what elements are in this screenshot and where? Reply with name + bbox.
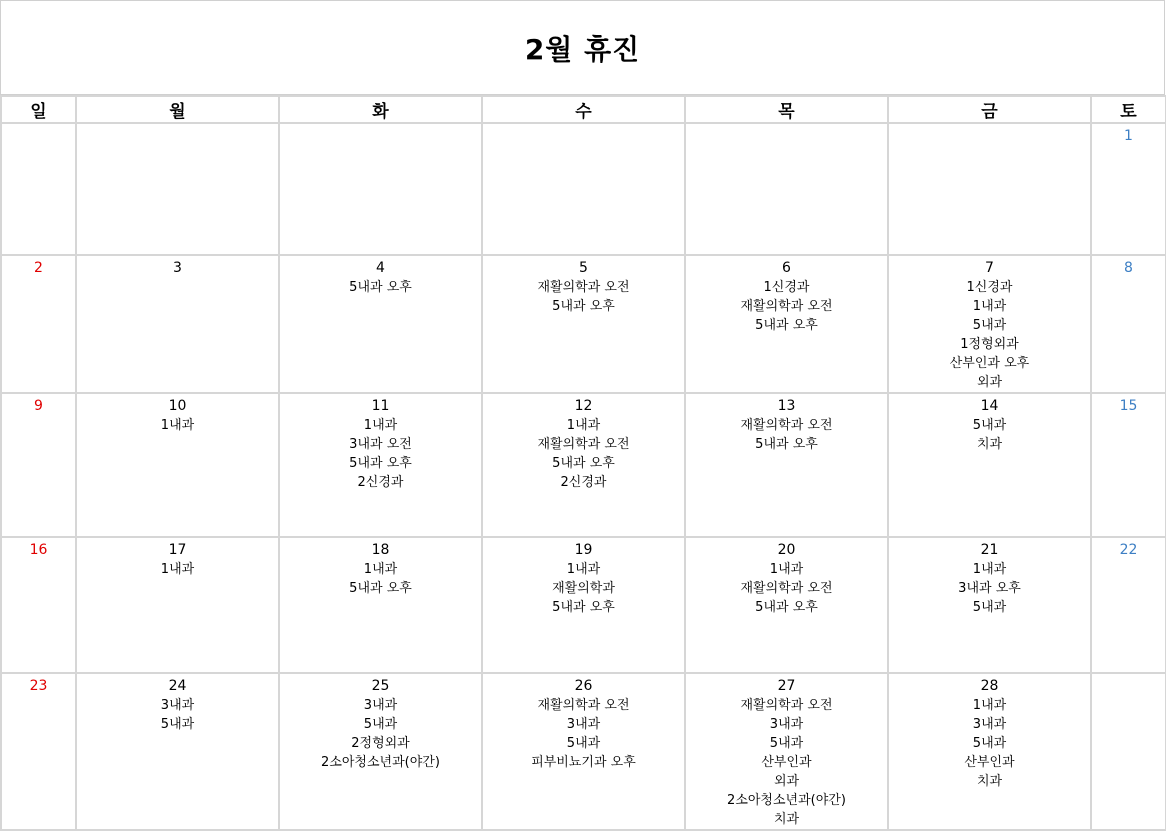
closure-entry: 1내과: [972, 698, 1007, 713]
day-number: 22: [1119, 542, 1138, 558]
day-cell: [685, 673, 888, 830]
day-cell: [1091, 123, 1166, 255]
closure-entry: 피부비뇨기과 오후: [531, 755, 636, 770]
day-cell: [685, 255, 888, 393]
closure-entry: 1내과: [363, 562, 398, 577]
day-number: 10: [168, 398, 187, 414]
closure-entry: 1내과: [160, 562, 195, 577]
week-row: [1, 393, 1166, 537]
week-row: [1, 673, 1166, 830]
closure-entry: 재활의학과 오전: [537, 280, 630, 295]
closure-entry: 5내과: [972, 736, 1007, 751]
closure-entry: 1신경과: [763, 280, 810, 295]
closure-entry: 3내과: [363, 698, 398, 713]
closure-entry: 1정형외과: [960, 337, 1019, 352]
day-cell: [1, 255, 76, 393]
day-cell: [279, 673, 482, 830]
closure-entry: 2신경과: [357, 475, 404, 490]
day-number: 20: [777, 542, 796, 558]
day-cell: [76, 393, 279, 537]
closure-entry: 5내과: [972, 418, 1007, 433]
day-cell: [482, 393, 685, 537]
closure-entry: 5내과: [566, 736, 601, 751]
day-cell: [685, 537, 888, 673]
weekday-header: 월: [76, 96, 279, 123]
closure-entry: 재활의학과: [552, 581, 615, 596]
day-cell: [482, 537, 685, 673]
closure-entry: 5내과 오후: [349, 280, 412, 295]
closure-entry: 산부인과: [964, 755, 1015, 770]
day-number: 3: [173, 260, 182, 276]
closure-entry: 5내과 오후: [755, 600, 818, 615]
closure-entry: 3내과: [566, 717, 601, 732]
day-number: 27: [777, 678, 796, 694]
day-number: 28: [980, 678, 999, 694]
closure-entry: 2신경과: [560, 475, 607, 490]
closure-entry: 5내과 오후: [552, 456, 615, 471]
day-cell: [279, 393, 482, 537]
day-number: 21: [980, 542, 999, 558]
closure-entry: 5내과: [972, 600, 1007, 615]
closure-entry: 재활의학과 오전: [740, 581, 833, 596]
closure-entry: 외과: [976, 375, 1003, 390]
closure-entry: 5내과 오후: [349, 581, 412, 596]
day-number: 25: [371, 678, 390, 694]
day-number: 13: [777, 398, 796, 414]
closure-entry: 산부인과 오후: [949, 356, 1030, 371]
closure-entry: 1내과: [566, 418, 601, 433]
day-cell: [685, 123, 888, 255]
day-cell: [1091, 537, 1166, 673]
closure-entry: 1내과: [972, 562, 1007, 577]
weekday-header-row: [1, 96, 1166, 123]
weekday-header: 목: [685, 96, 888, 123]
weekday-header: 금: [888, 96, 1091, 123]
calendar-title: 2월 휴진: [524, 32, 641, 66]
day-cell: [1091, 255, 1166, 393]
closure-entry: 2정형외과: [351, 736, 410, 751]
day-number: 15: [1119, 398, 1138, 414]
closure-entry: 외과: [773, 774, 800, 789]
day-cell: [1, 673, 76, 830]
closure-entry: 치과: [976, 437, 1003, 452]
day-cell: [76, 673, 279, 830]
day-number: 5: [579, 260, 588, 276]
week-row: [1, 537, 1166, 673]
weekday-header: 화: [279, 96, 482, 123]
day-number: 14: [980, 398, 999, 414]
closure-entry: 5내과: [972, 318, 1007, 333]
day-cell: [76, 255, 279, 393]
day-number: 11: [371, 398, 390, 414]
day-cell: [888, 673, 1091, 830]
day-cell: [1, 393, 76, 537]
closure-entry: 1내과: [566, 562, 601, 577]
weekday-header: 일: [1, 96, 76, 123]
day-number: 18: [371, 542, 390, 558]
closure-entry: 재활의학과 오전: [740, 418, 833, 433]
closure-entry: 1내과: [363, 418, 398, 433]
day-number: 4: [376, 260, 385, 276]
closure-entry: 5내과 오후: [755, 318, 818, 333]
calendar-grid: [0, 95, 1166, 831]
closure-entry: 산부인과: [761, 755, 812, 770]
day-number: 1: [1124, 128, 1133, 144]
closure-entry: 1내과: [769, 562, 804, 577]
day-cell: [1091, 673, 1166, 830]
closure-entry: 1내과: [160, 418, 195, 433]
week-row: [1, 123, 1166, 255]
day-cell: [1, 123, 76, 255]
day-number: 23: [29, 678, 48, 694]
closure-entry: 5내과 오후: [552, 299, 615, 314]
day-cell: [888, 537, 1091, 673]
day-cell: [888, 255, 1091, 393]
weekday-header: 토: [1091, 96, 1166, 123]
day-cell: [1, 537, 76, 673]
closure-entry: 5내과 오후: [349, 456, 412, 471]
closure-entry: 재활의학과 오전: [537, 437, 630, 452]
closure-entry: 5내과: [769, 736, 804, 751]
day-cell: [279, 123, 482, 255]
closure-entry: 3내과: [160, 698, 195, 713]
day-number: 19: [574, 542, 593, 558]
closure-entry: 5내과: [363, 717, 398, 732]
closure-entry: 1내과: [972, 299, 1007, 314]
closure-entry: 3내과 오후: [958, 581, 1021, 596]
closure-entry: 2소아청소년과(야간): [727, 793, 846, 808]
closure-entry: 3내과: [769, 717, 804, 732]
day-number: 8: [1124, 260, 1133, 276]
day-number: 24: [168, 678, 187, 694]
day-cell: [279, 537, 482, 673]
day-number: 26: [574, 678, 593, 694]
day-cell: [482, 673, 685, 830]
closure-entry: 1신경과: [966, 280, 1013, 295]
day-cell: [482, 123, 685, 255]
day-number: 7: [985, 260, 994, 276]
closure-entry: 3내과 오전: [349, 437, 412, 452]
day-number: 2: [34, 260, 43, 276]
closure-entry: 치과: [773, 812, 800, 827]
closure-entry: 2소아청소년과(야간): [321, 755, 440, 770]
day-cell: [482, 255, 685, 393]
weekday-header: 수: [482, 96, 685, 123]
day-cell: [76, 537, 279, 673]
day-number: 9: [34, 398, 43, 414]
day-number: 12: [574, 398, 593, 414]
closure-entry: 5내과 오후: [552, 600, 615, 615]
week-row: [1, 255, 1166, 393]
closure-entry: 5내과 오후: [755, 437, 818, 452]
day-number: 17: [168, 542, 187, 558]
day-cell: [685, 393, 888, 537]
day-cell: [888, 123, 1091, 255]
closure-entry: 3내과: [972, 717, 1007, 732]
closure-entry: 5내과: [160, 717, 195, 732]
closure-entry: 재활의학과 오전: [740, 698, 833, 713]
day-cell: [76, 123, 279, 255]
day-number: 16: [29, 542, 48, 558]
closure-entry: 재활의학과 오전: [537, 698, 630, 713]
day-cell: [1091, 393, 1166, 537]
day-cell: [888, 393, 1091, 537]
day-number: 6: [782, 260, 791, 276]
closure-entry: 재활의학과 오전: [740, 299, 833, 314]
title-bar: [0, 0, 1165, 95]
closure-entry: 치과: [976, 774, 1003, 789]
day-cell: [279, 255, 482, 393]
